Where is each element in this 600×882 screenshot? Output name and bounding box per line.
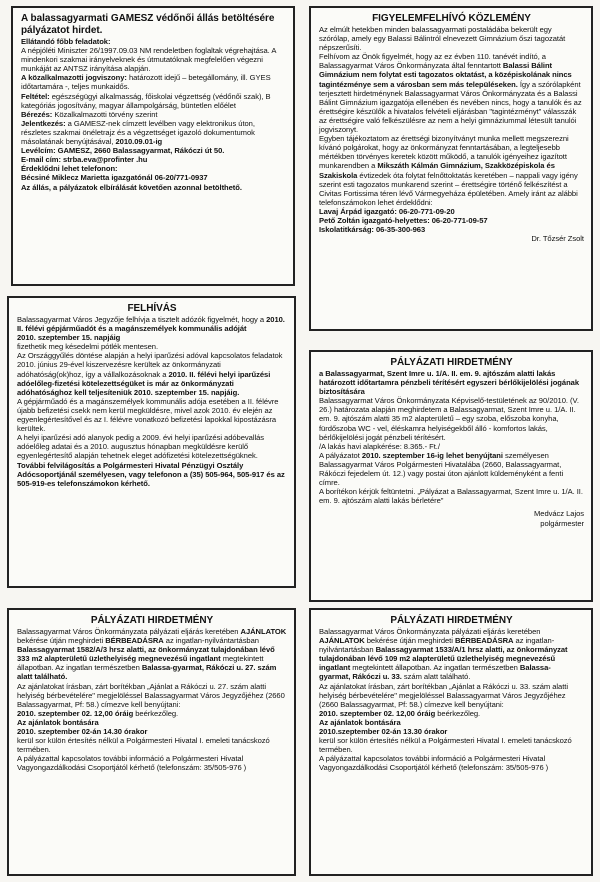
- apartment-p3-text: A pályázatot: [319, 450, 360, 460]
- apartment-rent: /A lakás havi alapkérése: 8.365.- Ft./: [319, 441, 440, 451]
- employment-status: [21, 73, 286, 91]
- salary: [21, 110, 286, 119]
- rent33-deadline-date: 2010. szeptember 02. 12,00 óráig: [319, 708, 436, 718]
- rent33-deadline: [319, 709, 584, 718]
- attention-p3-school: Mikszáth Kálmán Gimnázium, Szakközépiskola és Szakiskola: [319, 161, 555, 180]
- rent33-opening-label: Az ajánlatok bontására: [319, 717, 401, 727]
- application: [21, 119, 286, 146]
- rent27-p1b: AJÁNLATOK: [240, 627, 287, 636]
- salary-label: Bérezés:: [21, 109, 53, 119]
- rent33-p1d: BÉRBEADÁSRA: [454, 636, 514, 646]
- rent33-info: A pályázattal kapcsolatos további információ a Polgármesteri Hivatal Vagyongazdálkodási Csoportjától kérhető (telefonszám: 35/505-976 ): [319, 754, 549, 773]
- application-text: a GAMESZ-nek címzett levélben vagy elektronikus úton, részletes szakmai önéletrajz és a végzettséget igazoló dokumentumok másolatának benyújtásával,: [21, 118, 255, 147]
- tax-p1-text: Balassagyarmat Város Jegyzője felhívja a tisztelt adózók figyelmét, hogy a: [17, 315, 265, 324]
- nurse-job-footer: Az állás, a pályázatok elbírálását követően azonnal betölthető.: [21, 182, 242, 192]
- attention-p3: [319, 134, 584, 207]
- tax-deadline-1: 2010. szeptember 15. napjáig: [17, 333, 121, 343]
- conditions-label: Feltétel:: [21, 91, 50, 101]
- rent27-deadline-suffix: beérkezőleg.: [135, 708, 179, 718]
- rent33-p1e: az ingatlan-nyilvántartásban: [319, 636, 555, 655]
- rent33-deadline-suffix: beérkezőleg.: [437, 708, 481, 718]
- tax-p2-bold: 2010. II. félévi helyi iparűzési adóelőleg-fizetési kötelezettségüket is már az önkormányzati adóhatósághoz kell teljesíteniük 2010. szeptember 15. napjáig.: [17, 369, 271, 397]
- salary-text: Közalkalmazotti törvény szerint: [54, 109, 158, 119]
- apartment-p4: A borítékon kérjük feltüntetni. „Pályázat a Balassagyarmat, Szent Imre u. 1/A. II. em. 9. ajtószám alatti lakás bérletére": [319, 487, 583, 506]
- duties-heading: Ellátandó főbb feladatok:: [21, 37, 111, 46]
- rent27-p1f: Balassagyarmat 1582/A/3 hrsz alatti, az önkormányzat tulajdonában lévő 333 m2 alapterületű üzlethelyiség megnevezésű ingatlant: [17, 645, 275, 664]
- attention-p2-rest: Így a szórólapként terjesztett hirdetménynek Balassagyarmat Város Önkormányzata és a Balassi Bálint Gimnázium igazgatója ellenében és nevében nincs, hogy a tanulók és az érettségire készülők a hivatalos felvételi eljárásban "tagintézményt" válasszák az érettségire való felkészülésre az nem a helyi gimnáziummal létesült tanulói jogviszonyt.: [319, 79, 582, 135]
- apartment-p1: Balassagyarmat Város Önkormányzata Képviselő-testületének az 90/2010. (V. 26.) határozata alapján meghirdetem a Balassagyarmat, Szent Imre u. 1/A. II. em. 9. ajtószám alatti 35 m2 alapterületű – egy szoba, előszoba konyha, fürdőszoba WC - vel, éléskamra helyiségekből álló - komfortos lakás, bérlőkijelölési jogát pénzbeli térítésért.: [319, 396, 579, 442]
- application-deadline: 2010.09.01-ig: [115, 137, 163, 147]
- status-label: A közalkalmazotti jogviszony:: [21, 73, 127, 83]
- rent27-deadline-date: 2010. szeptember 02. 12,00 óráig: [17, 708, 134, 718]
- rent27-opening-label: Az ajánlatok bontására: [17, 717, 99, 727]
- rent27-opening-date: 2010. szeptember 02-án 14.30 órakor: [17, 727, 148, 737]
- tax-p1-end: fizethetik meg késedelmi pótlék mentesen.: [17, 342, 159, 352]
- contact-secretariat: Iskolatitkárság: 06-35-300-963: [319, 225, 426, 235]
- application-label: Jelentkezés:: [21, 118, 66, 128]
- status-text: határozott idejű – betegállomány, ill. GYES időtartamára -, teljes munkaidős.: [21, 73, 271, 92]
- attention-p2-bold: Balassi Bálint Gimnázium nem folytat esti tagozatos oktatást, a középiskolának nincs tagintézménye sem a városban sem más településeken.: [319, 61, 572, 89]
- rent27-p1a: Balassagyarmat Város Önkormányzata pályázati eljárás keretében: [17, 627, 239, 636]
- attention-p1: Az elmúlt hetekben minden balassagyarmati postaládába bekerült egy szórólap, amely egy Balassi Bálintról elnevezett Gimnázium őszi tagozatát népszerűsíti.: [319, 25, 566, 53]
- tax-p5: További felvilágosítás a Polgármesteri Hivatal Pénzügyi Osztály Adócsoportjánál személyesen, vagy telefonon a (35) 505-964, 505-917 és az 505-919-es telefonszámokon kérhető.: [17, 460, 285, 488]
- conditions: [21, 92, 286, 110]
- rent33-opening-place: kerül sor külön értesítés nélkül a Polgármesteri Hivatal I. emeleti tanácskozó termében.: [319, 736, 572, 755]
- email-address: E-mail cím: strba.eva@profinter .hu: [21, 155, 148, 165]
- tax-title: FELHÍVÁS: [127, 303, 177, 314]
- tax-p1: [17, 315, 287, 333]
- rent33-p1f: Balassagyarmat 1533/A/1 hrsz alatti, az önkormányzat tulajdonában lévő 109 m2 alapterületű üzlethelyiség megnevezésű ingatlant: [319, 645, 568, 673]
- tax-p4: A helyi iparűzési adó alanyok pedig a 2009. évi helyi iparűzési adóbevallás adóelőleg adatai és a 2010. augusztus hónapban megküldésre kerülő egyenlegértesítő alapján tehetnek eleget adófizetési kötelezettségüknek.: [17, 433, 265, 461]
- contact-director: Lavaj Árpád igazgató: 06-20-771-09-20: [319, 206, 455, 216]
- notice-attention: [309, 6, 593, 331]
- apartment-p3-rest: személyesen Balassagyarmat Város Polgármesteri Hivatalába (2660, Balassagyarmat, Rákóczi fejedelem út. 12.) vagy postai úton ajánlott küldeményként a fenti címre.: [319, 450, 564, 488]
- apartment-heading: a Balassagyarmat, Szent Imre u. 1/A. II. em. 9. ajtószám alatti lakás határozott időtartamra pénzbeli térítésért egyszeri bérlőkijelölési jogának biztosítására: [319, 369, 580, 397]
- rent33-p1g: megtekintett állapotban. Az ingatlan természetben: [352, 663, 518, 673]
- rent33-p1a: Balassagyarmat Város Önkormányzata pályázati eljárás keretében: [319, 627, 541, 636]
- attention-p3-rest: évtizedek óta folytat felnőttoktatás keretében – nappali vagy igény szerint esti tagozatos munkarend szerint – érettségire történő felkészítést a Civitas Fortissima téren lévő Vármegyeháza épületében. Amely iránt az alábbi telefonszámokon lehet érdeklődni:: [319, 170, 578, 207]
- rent27-p1h: Balassa-gyarmat, Rákóczi u. 27. szám alatt található.: [17, 663, 277, 682]
- rent33-p1h: Balassa- gyarmat, Rákóczi u. 33.: [319, 663, 551, 682]
- notice-rent-rakoczi-33: [309, 608, 593, 876]
- tax-p3: A gépjárműadó és a magánszemélyek kommunális adója esetében a II. félévre újabb befizetési csekk nem kerül megküldésre, mivel azok 2010. év elején az egyenlegértesítővel és az I. félévre vonatkozó befizetési lapokkal kipostázásra kerültek.: [17, 396, 279, 434]
- attention-p2: [319, 52, 584, 134]
- attention-p2-text: Felhívom az Önök figyelmét, hogy az ez évben 110. tanévét indító, a Balassagyarmat Város Önkormányzata által fenntartott: [319, 52, 546, 71]
- rent27-p1g: megtekintett állapotban. Az ingatlan természetben: [17, 654, 264, 673]
- rent27-opening-place: kerül sor külön értesítés nélkül a Polgármesteri Hivatal I. emeleti tanácskozó termében.: [17, 736, 270, 755]
- rent33-p1c: bekérése útján meghirdeti: [366, 636, 453, 646]
- rent27-p2: Az ajánlatokat írásban, zárt borítékban „Ajánlat a Rákóczi u. 27. szám alatti helyiség bérbevételére" megjelöléssel Balassagyarmat Város Jegyzőjéhez (2660 Balassagyarmat, Pf: 58.) címezve kell benyújtani:: [17, 681, 285, 709]
- rent33-opening-date: 2010.szeptember 02-án 13.30 órakor: [319, 727, 448, 737]
- nurse-job-title: A balassagyarmati GAMESZ védőnői állás betöltésére pályázatot hirdet.: [21, 13, 275, 36]
- rent33-p1b: AJÁNLATOK: [319, 636, 365, 646]
- attention-p3-text: Egyben tájékoztatom az érettségi bizonyítványt munka mellett megszerezni kívánó polgárokat, hogy az önkormányzat fenntartásában, a legteljesebb mértékben törvényes keretek között működő, a tanulók igényeihez igazított munkarendben a: [319, 134, 569, 171]
- rent27-p1e: az ingatlan-nyilvántartásban: [165, 636, 259, 646]
- contact-person: Bécsiné Miklecz Marietta igazgatónál 06-20/771-0937: [21, 173, 208, 183]
- mayor-name: Medvácz Lajos: [534, 509, 584, 519]
- apartment-deadline: 2010. szeptember 16-ig lehet benyújtani: [361, 450, 503, 460]
- rent33-p1i: szám alatt található.: [403, 672, 471, 682]
- rent27-deadline: [17, 709, 287, 718]
- rent33-p2: Az ajánlatokat írásban, zárt borítékban „Ajánlat a Rákóczi u. 33. szám alatti helyiség bérbevételére" megjelöléssel Balassagyarmat Város Jegyzőjéhez (2660 Balassagyarmat, Pf: 58.) címezve kell benyújtani:: [319, 681, 568, 709]
- notice-tax: [7, 296, 296, 588]
- rent27-p1d: BÉRBEADÁSRA: [105, 636, 164, 646]
- rent27-p1c: bekérése útján meghirdeti: [17, 636, 104, 646]
- notice-nurse-job: [11, 6, 295, 286]
- attention-signature: Dr. Tőzsér Zsolt: [531, 234, 584, 244]
- contact-deputy: Pető Zoltán igazgató-helyettes: 06-20-771-09-57: [319, 215, 488, 225]
- contact-heading: Érdeklődni lehet telefonon:: [21, 164, 118, 174]
- rent27-info: A pályázattal kapcsolatos további információ a Polgármesteri Hivatal Vagyongazdálkodási Csoportjától kérhető (telefonszám: 35/505-976 ): [17, 754, 247, 773]
- apartment-p3: [319, 451, 584, 487]
- conditions-text: egészségügyi alkalmasság, főiskolai végzettség (védőnői szak), B kategóriás jogosítvány, magyar állampolgárság, büntetlen előélet: [21, 91, 271, 110]
- tax-p2-text: Az Országgyűlés döntése alapján a helyi iparűzési adóval kapcsolatos feladatok 2010. június 29-ével kiszervezésre kerültek az önkormányzati adóhatóság(ok)hoz, így a vállalkozásoknak a: [17, 351, 283, 379]
- postal-address: Levélcím: GAMESZ, 2660 Balassagyarmat, Rákóczi út 50.: [21, 146, 225, 156]
- rent27-p1: [17, 627, 287, 682]
- rent33-title: PÁLYÁZATI HIRDETMÉNY: [390, 615, 513, 626]
- duties-text: A népjóléti Miniszter 26/1997.09.03 NM rendeletben foglaltak végrehajtása. A mindenkori szakmai irányelveknek és útmutatóknak megfelelően végezni munkáját az ANTSZ irányítása alapján.: [21, 46, 276, 74]
- rent33-p1: [319, 627, 584, 682]
- tax-p1-bold: 2010. II. félévi gépjárműadót és a magánszemélyek kommunális adóját: [17, 315, 285, 334]
- apartment-title: PÁLYÁZATI HIRDETMÉNY: [390, 357, 513, 368]
- notice-rent-rakoczi-27: [7, 608, 296, 876]
- mayor-title: polgármester: [540, 518, 584, 528]
- tax-p2: [17, 351, 287, 396]
- rent27-title: PÁLYÁZATI HIRDETMÉNY: [90, 615, 214, 626]
- notice-apartment: [309, 350, 593, 602]
- attention-title: FIGYELEMFELHÍVÓ KÖZLEMÉNY: [372, 13, 531, 24]
